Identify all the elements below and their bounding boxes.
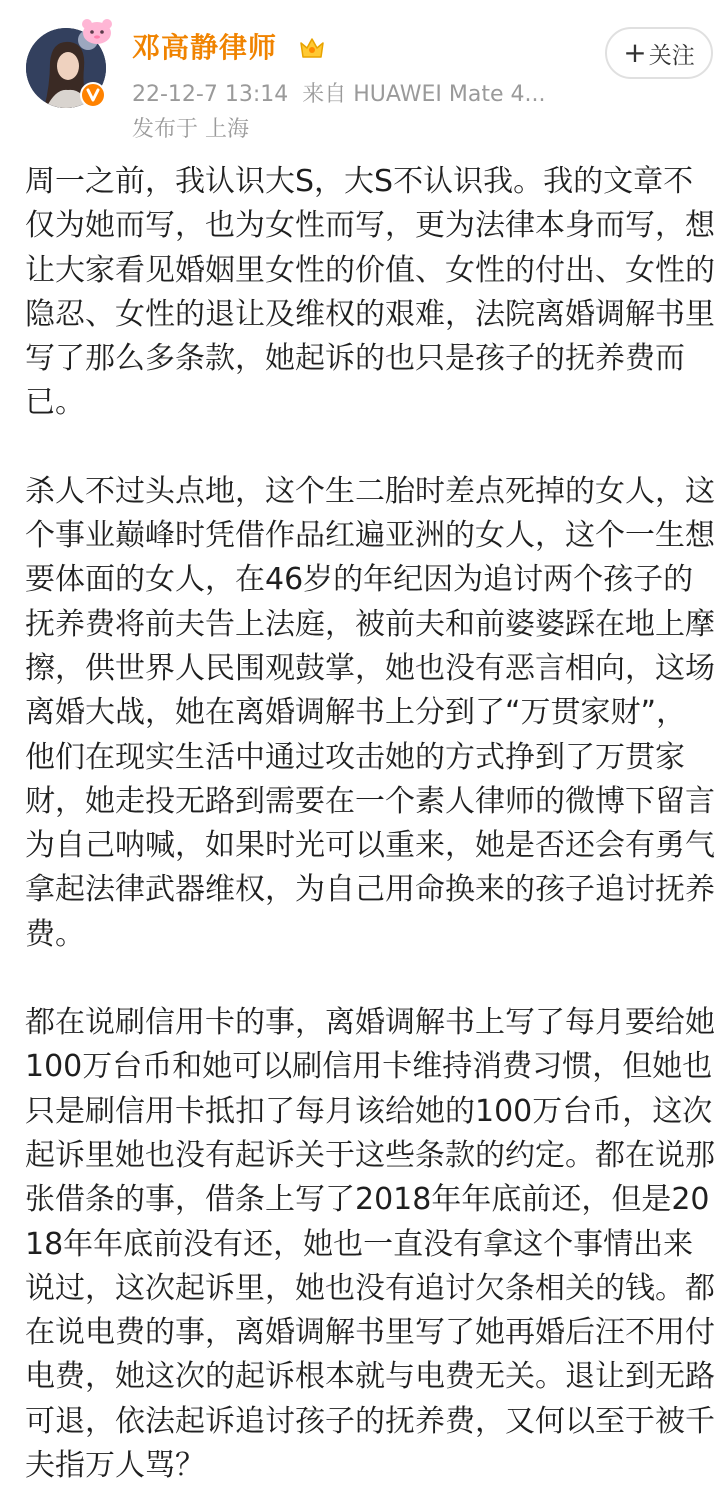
follow-label: 关注 — [648, 42, 695, 69]
post-paragraph: 周一之前，我认识大S，大S不认识我。我的文章不仅为她而写，也为女性而写，更为法律本身而写，想让大家看见婚姻里女性的价值、女性的付出、女性的隐忍、女性的退让及维权的艰难，法院离婚调解书里写了那么多条款，她起诉的也只是孩子的抚养费而已。 — [25, 164, 715, 421]
plus-icon: + — [623, 36, 647, 69]
verified-badge-icon — [80, 82, 106, 108]
post-body — [25, 160, 715, 1488]
follow-button[interactable] — [605, 27, 713, 79]
post-meta — [132, 80, 545, 110]
post-header — [0, 0, 720, 150]
post-location: 发布于 上海 — [132, 117, 249, 142]
post-date: 22-12-7 13:14 — [132, 82, 289, 107]
post-paragraph: 都在说刷信用卡的事，离婚调解书上写了每月要给她100万台币和她可以刷信用卡维持消费习惯，但她也只是刷信用卡抵扣了每月该给她的100万台币，这次起诉里她也没有起诉关于这些条款的约定。都在说那张借条的事，借条上写了2018年年底前还，但是2018年年底前没有还，她也一直没有拿这个事情出来说过，这次起诉里，她也没有追讨欠条相关的钱。都在说电费的事，离婚调解书里写了她再婚后汪不用付电费，她这次的起诉根本就与电费无关。退让到无路可退，依法起诉追讨孩子的抚养费，又何以至于被千夫指万人骂？ — [25, 1005, 715, 1484]
vip-crown-icon — [298, 35, 326, 61]
username[interactable]: 邓高静律师 — [132, 31, 278, 64]
avatar-pendant-icon — [80, 16, 114, 46]
post-paragraph: 杀人不过头点地，这个生二胎时差点死掉的女人，这个事业巅峰时凭借作品红遍亚洲的女人，这个一生想要体面的女人，在46岁的年纪因为追讨两个孩子的抚养费将前夫告上法庭，被前夫和前婆婆踩在地上摩擦，供世界人民围观鼓掌，她也没有恶言相向，这场离婚大战，她在离婚调解书上分到了“万贯家财”，他们在现实生活中通过攻击她的方式挣到了万贯家财，她走投无路到需要在一个素人律师的微博下留言为自己呐喊，如果时光可以重来，她是否还会有勇气拿起法律武器维权，为自己用命换来的孩子追讨抚养费。 — [25, 473, 715, 952]
post-source: 来自 HUAWEI Mate 4... — [302, 82, 546, 107]
